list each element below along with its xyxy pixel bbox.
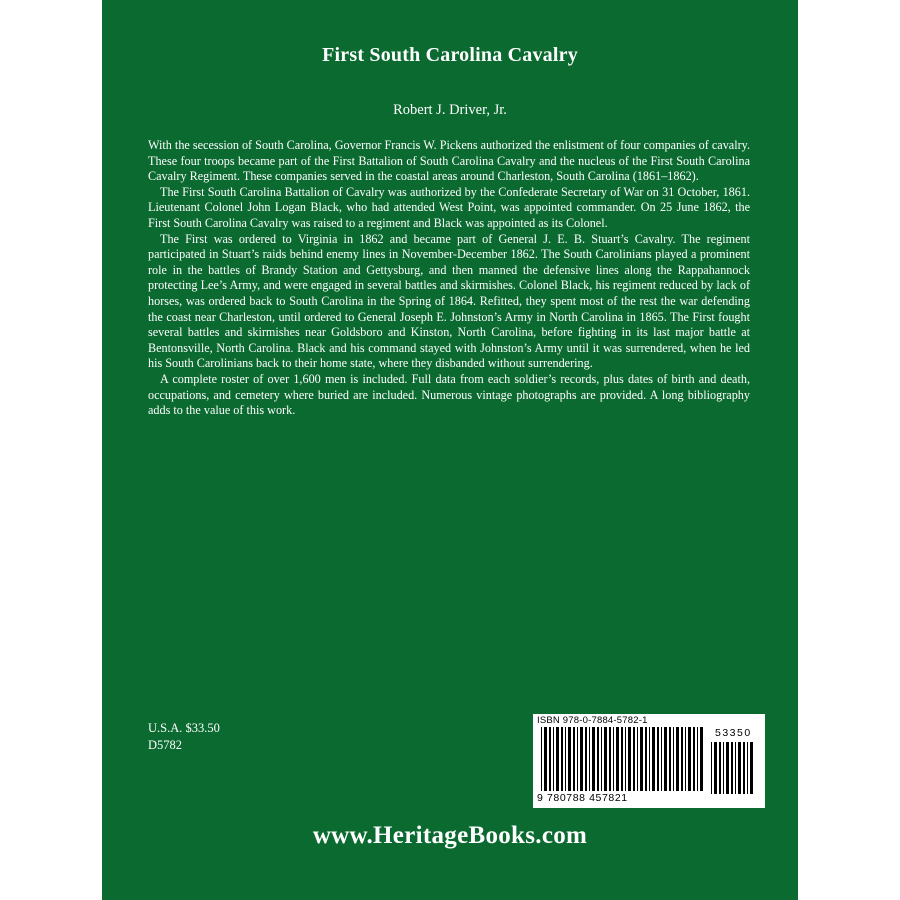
description-paragraph: With the secession of South Carolina, Governor Francis W. Pickens authorized the enlistment of four companies of cavalry. These four troops became part of the First Battalion of South Carolina Cavalry and the nucleus of the First South Carolina Cavalry Regiment. These companies served in the coastal areas around Charleston, South Carolina (1861–1862). [148, 138, 750, 184]
barcode-bar [621, 727, 623, 791]
price-addon-bars [711, 742, 757, 794]
barcode-bar [544, 727, 547, 791]
barcode-bar [735, 742, 736, 794]
barcode-bar [573, 727, 575, 791]
barcode-bar [553, 727, 554, 791]
barcode-bar [731, 742, 733, 794]
ean-digits: 9 780788 457821 [537, 792, 628, 804]
barcode-bar [657, 727, 659, 791]
description-paragraph: The First was ordered to Virginia in 1862 and became part of General J. E. B. Stuart’s Cavalry. The regiment participated in Stuart’s raids behind enemy lines in November-December 1862. The South Carolinians played a prominent role in the battles of Brandy Station and Gettysburg, and then manned the defensive lines along the Rappahannock protecting Lee’s Army, and were engaged in several battles and skirmishes. Colonel Black, his regiment reduced by lack of horses, was ordered back to South Carolina in the Spring of 1864. Refitted, they spent most of the rest the war defending the coast near Charleston, until ordered to General Joseph E. Johnston’s Army in North Carolina in 1865. The First fought several battles and skirmishes near Goldsboro and Kinston, North Carolina, before fighting in its last major battle at Bentonsville, North Carolina. Black and his command stayed with Johnston’s Army until it was surrendered, when he led his South Carolinians back to their home state, where they disbanded without surrendering. [148, 231, 750, 371]
barcode-bar [711, 742, 712, 794]
book-back-cover [102, 0, 798, 900]
barcode-bar [669, 727, 671, 791]
barcode-bar [743, 742, 745, 794]
barcode-bar [580, 727, 583, 791]
price-label: U.S.A. $33.50 [148, 721, 220, 735]
barcode-bar [541, 727, 542, 791]
barcode-bar [726, 742, 729, 794]
catalog-code: D5782 [148, 738, 183, 752]
barcode-bar [688, 727, 691, 791]
barcode-bar [661, 727, 662, 791]
barcode-bar [645, 727, 647, 791]
barcode-bar [561, 727, 563, 791]
barcode-bar [556, 727, 559, 791]
barcode-bar [673, 727, 674, 791]
barcode-bar [723, 742, 724, 794]
barcode-bar [738, 742, 741, 794]
barcode-bar [747, 742, 748, 794]
barcode-bar [565, 727, 566, 791]
barcode-bar [637, 727, 638, 791]
barcode-bar [604, 727, 607, 791]
barcode-bar [577, 727, 578, 791]
barcode-bar [616, 727, 619, 791]
price-block [148, 720, 220, 754]
isbn-barcode [533, 714, 765, 808]
barcode-bar [714, 742, 717, 794]
barcode-bar [664, 727, 667, 791]
barcode-bar [750, 742, 753, 794]
barcode-bar [597, 727, 599, 791]
barcode-bar [625, 727, 626, 791]
barcode-bar [613, 727, 614, 791]
barcode-bar [652, 727, 655, 791]
barcode-bar [609, 727, 611, 791]
barcode-bar [585, 727, 587, 791]
ean-barcode-bars [541, 727, 705, 791]
publisher-website: www.HeritageBooks.com [312, 822, 588, 849]
barcode-bar [628, 727, 631, 791]
barcode-bar [685, 727, 686, 791]
barcode-bar [601, 727, 602, 791]
price-addon-digits: 53350 [715, 727, 752, 739]
book-author: Robert J. Driver, Jr. [393, 102, 507, 118]
barcode-bar [640, 727, 643, 791]
barcode-bar [719, 742, 721, 794]
barcode-bar [633, 727, 635, 791]
book-title: First South Carolina Cavalry [322, 44, 578, 66]
isbn-label: ISBN 978-0-7884-5782-1 [537, 715, 648, 726]
barcode-bar [693, 727, 695, 791]
barcode-bar [549, 727, 551, 791]
barcode-bar [592, 727, 595, 791]
barcode-bar [589, 727, 590, 791]
description-paragraph: A complete roster of over 1,600 men is included. Full data from each soldier’s records, plus dates of birth and death, occupations, and cemetery where buried are included. Numerous vintage photographs are provided. A long bibliography adds to the value of this work. [148, 371, 750, 418]
description-text [148, 138, 750, 419]
barcode-bar [681, 727, 683, 791]
barcode-bar [649, 727, 650, 791]
description-paragraph: The First South Carolina Battalion of Cavalry was authorized by the Confederate Secretary of War on 31 October, 1861. Lieutenant Colonel John Logan Black, who had attended West Point, was appointed commander. On 25 June 1862, the First South Carolina Cavalry was raised to a regiment and Black was appointed as its Colonel. [148, 184, 750, 230]
barcode-bar [700, 727, 703, 791]
barcode-bar [676, 727, 679, 791]
barcode-bar [697, 727, 698, 791]
barcode-bar [568, 727, 571, 791]
